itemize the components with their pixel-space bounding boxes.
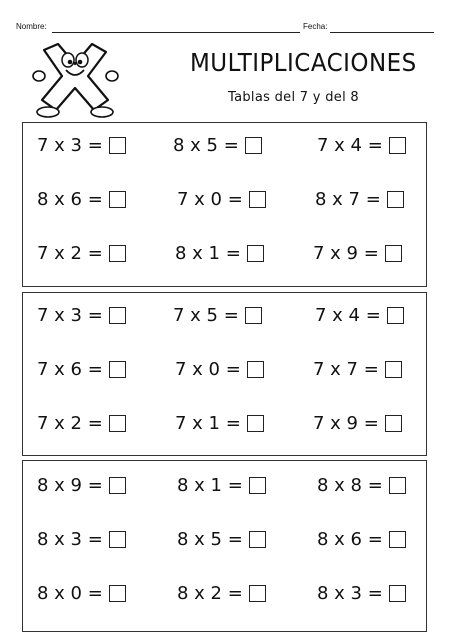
exercise-expression: 7 x 5 = — [173, 305, 239, 326]
name-field-line[interactable] — [52, 32, 300, 33]
exercise-expression: 7 x 7 = — [313, 359, 379, 380]
exercise-expression: 7 x 9 = — [313, 413, 379, 434]
exercise-expression: 8 x 8 = — [317, 475, 383, 496]
answer-box[interactable] — [389, 585, 406, 602]
answer-box[interactable] — [385, 361, 402, 378]
exercise-panel-3 — [22, 460, 427, 632]
answer-box[interactable] — [109, 245, 126, 262]
exercise-item — [317, 529, 406, 550]
exercise-expression: 8 x 5 = — [177, 529, 243, 550]
exercise-item — [315, 189, 404, 210]
exercise-item — [317, 135, 406, 156]
exercise-expression: 8 x 0 = — [37, 583, 103, 604]
exercise-expression: 8 x 3 = — [37, 529, 103, 550]
answer-box[interactable] — [389, 531, 406, 548]
answer-box[interactable] — [109, 415, 126, 432]
exercise-item — [175, 413, 264, 434]
exercise-item — [317, 475, 406, 496]
answer-box[interactable] — [109, 191, 126, 208]
exercise-item — [173, 135, 262, 156]
exercise-item — [37, 583, 126, 604]
exercise-expression: 7 x 1 = — [175, 413, 241, 434]
exercise-item — [175, 359, 264, 380]
name-label: Nombre: — [16, 22, 47, 31]
exercise-item — [37, 135, 126, 156]
exercise-expression: 7 x 0 = — [177, 189, 243, 210]
exercise-panel-2 — [22, 292, 427, 456]
exercise-item — [37, 305, 126, 326]
exercise-item — [313, 359, 402, 380]
exercise-expression: 7 x 2 = — [37, 243, 103, 264]
answer-box[interactable] — [247, 245, 264, 262]
answer-box[interactable] — [249, 477, 266, 494]
answer-box[interactable] — [247, 415, 264, 432]
exercise-expression: 8 x 5 = — [173, 135, 239, 156]
exercise-item — [37, 413, 126, 434]
exercise-item — [317, 583, 406, 604]
exercise-expression: 7 x 4 = — [315, 305, 381, 326]
exercise-expression: 7 x 2 = — [37, 413, 103, 434]
exercise-expression: 8 x 2 = — [177, 583, 243, 604]
answer-box[interactable] — [249, 531, 266, 548]
exercise-item — [313, 243, 402, 264]
answer-box[interactable] — [245, 137, 262, 154]
page-title: MULTIPLICACIONES — [190, 48, 417, 77]
answer-box[interactable] — [109, 585, 126, 602]
exercise-expression: 8 x 6 = — [317, 529, 383, 550]
answer-box[interactable] — [389, 137, 406, 154]
exercise-expression: 8 x 3 = — [317, 583, 383, 604]
exercise-panel-1 — [22, 122, 427, 287]
exercise-expression: 8 x 6 = — [37, 189, 103, 210]
answer-box[interactable] — [247, 361, 264, 378]
answer-box[interactable] — [245, 307, 262, 324]
answer-box[interactable] — [109, 137, 126, 154]
exercise-item — [177, 529, 266, 550]
exercise-item — [177, 189, 266, 210]
exercise-expression: 7 x 3 = — [37, 135, 103, 156]
page-subtitle: Tablas del 7 y del 8 — [228, 90, 359, 105]
exercise-item — [37, 243, 126, 264]
exercise-item — [177, 475, 266, 496]
exercise-expression: 8 x 9 = — [37, 475, 103, 496]
exercise-expression: 7 x 9 = — [313, 243, 379, 264]
answer-box[interactable] — [109, 531, 126, 548]
exercise-expression: 7 x 4 = — [317, 135, 383, 156]
date-field-line[interactable] — [330, 32, 434, 33]
exercise-item — [173, 305, 262, 326]
exercise-expression: 8 x 1 = — [177, 475, 243, 496]
multiplication-sign-mascot-icon — [30, 40, 120, 120]
exercise-expression: 7 x 3 = — [37, 305, 103, 326]
answer-box[interactable] — [385, 245, 402, 262]
exercise-item — [37, 189, 126, 210]
exercise-item — [313, 413, 402, 434]
answer-box[interactable] — [109, 361, 126, 378]
exercise-item — [177, 583, 266, 604]
exercise-expression: 7 x 0 = — [175, 359, 241, 380]
exercise-item — [37, 475, 126, 496]
exercise-item — [37, 359, 126, 380]
exercise-item — [175, 243, 264, 264]
exercise-expression: 8 x 1 = — [175, 243, 241, 264]
answer-box[interactable] — [385, 415, 402, 432]
answer-box[interactable] — [249, 191, 266, 208]
exercise-item — [315, 305, 404, 326]
answer-box[interactable] — [249, 585, 266, 602]
answer-box[interactable] — [387, 191, 404, 208]
exercise-expression: 8 x 7 = — [315, 189, 381, 210]
answer-box[interactable] — [389, 477, 406, 494]
exercise-expression: 7 x 6 = — [37, 359, 103, 380]
answer-box[interactable] — [387, 307, 404, 324]
exercise-item — [37, 529, 126, 550]
answer-box[interactable] — [109, 477, 126, 494]
date-label: Fecha: — [303, 22, 328, 31]
answer-box[interactable] — [109, 307, 126, 324]
